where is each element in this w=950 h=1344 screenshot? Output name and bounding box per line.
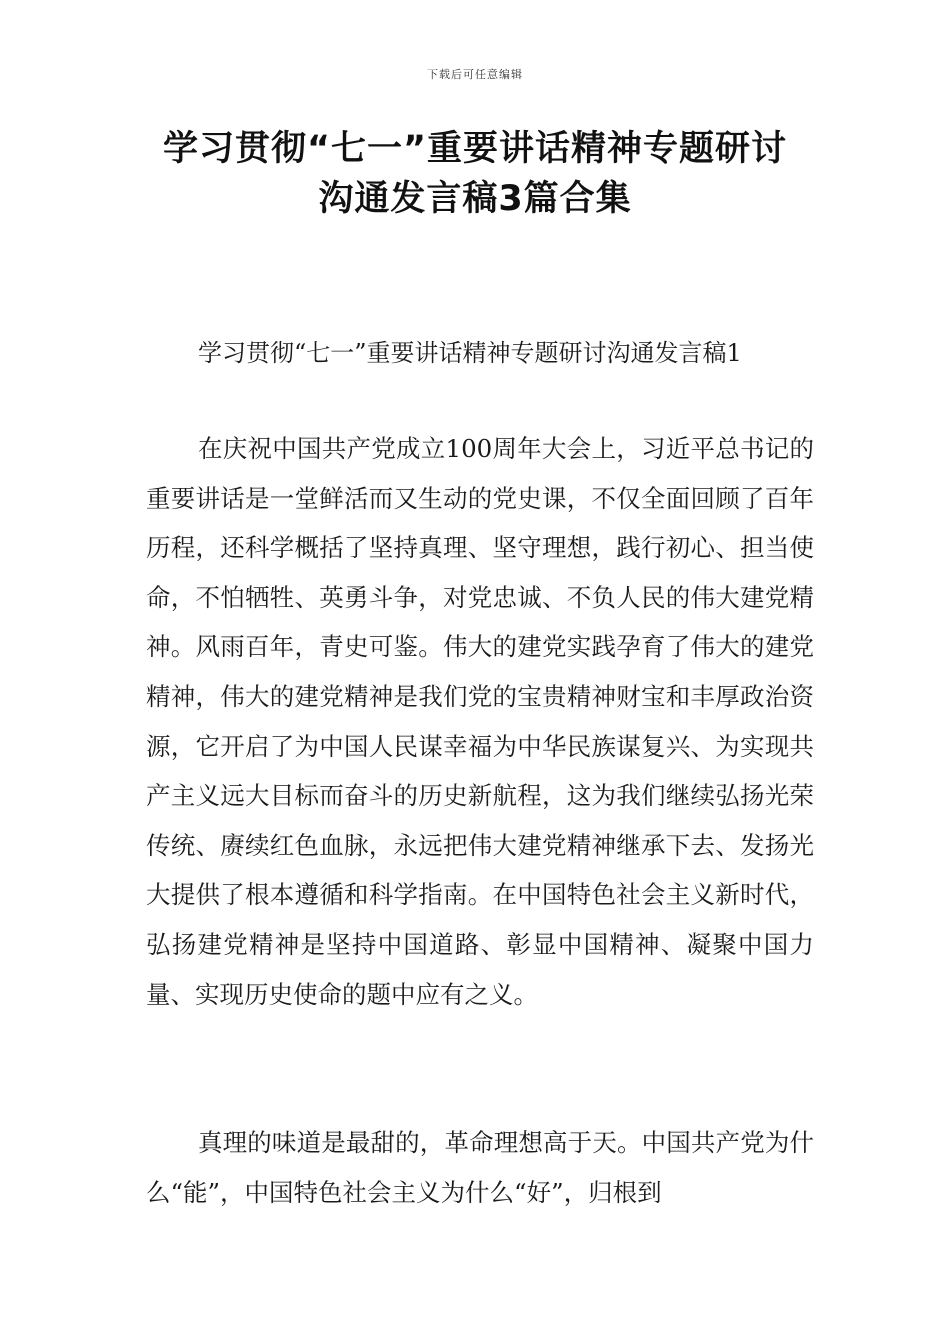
header-note: 下载后可任意编辑 xyxy=(427,68,523,81)
body-paragraph: 在庆祝中国共产党成立100周年大会上，习近平总书记的重要讲话是一堂鲜活而又生动的党史课，不仅全面回顾了百年历程，还科学概括了坚持真理、坚守理想，践行初心、担当使命，不怕牺牲、英勇斗争，对党忠诚、不负人民的伟大建党精神。风雨百年，青史可鉴。伟大的建党实践孕育了伟大的建党精神，伟大的建党精神是我们党的宝贵精神财宝和丰厚政治资源，它开启了为中国人民谋幸福为中华民族谋复兴、为实现共产主义远大目标而奋斗的历史新航程，这为我们继续弘扬光荣传统、赓续红色血脉，永远把伟大建党精神继承下去、发扬光大提供了根本遵循和科学指南。在中国特色社会主义新时代，弘扬建党精神是坚持中国道路、彰显中国精神、凝聚中国力量、实现历史使命的题中应有之义。 xyxy=(146,434,814,1009)
section-heading: 学习贯彻“七一”重要讲话精神专题研讨沟通发言稿1 xyxy=(198,339,742,367)
title-line-1: 学习贯彻“七一”重要讲话精神专题研讨 xyxy=(162,129,787,169)
body-paragraph: 真理的味道是最甜的，革命理想高于天。中国共产党为什么“能”，中国特色社会主义为什么“好”，归根到 xyxy=(146,1128,814,1207)
title-line-2: 沟通发言稿3篇合集 xyxy=(318,179,632,219)
document-title xyxy=(100,124,850,224)
